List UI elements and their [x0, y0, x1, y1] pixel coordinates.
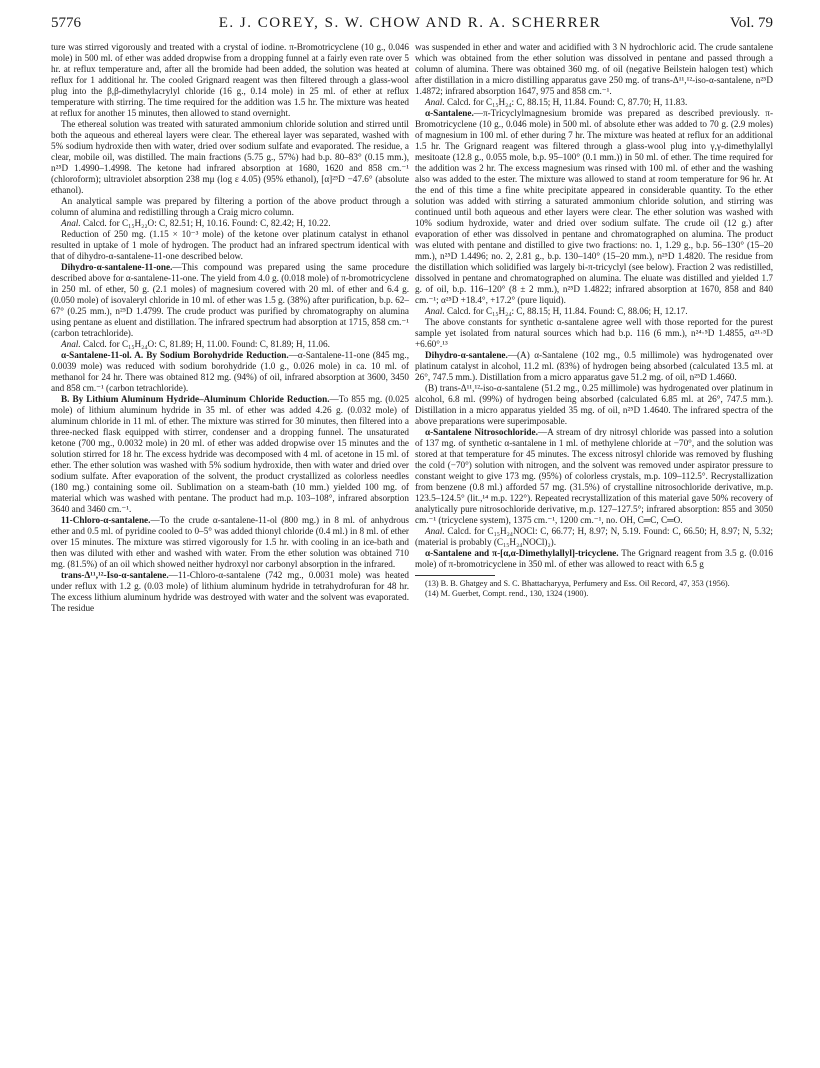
- left-column: [51, 42, 409, 614]
- analysis-label: Anal.: [61, 218, 81, 228]
- section-paragraph: [51, 570, 409, 614]
- section-heading: α-Santalene.: [425, 108, 474, 118]
- analysis-paragraph: [51, 218, 409, 229]
- volume-label: Vol. 79: [729, 15, 773, 31]
- section-heading: 11-Chloro-α-santalene.: [61, 515, 151, 525]
- section-text: —A stream of dry nitrosyl chloride was passed into a solution of 137 mg. of synthetic α-santalene in 1 ml. of methylene chloride at −70°, and the solution was stored at that temperature for 45 minutes. The excess nitrosyl chloride was removed by flushing the cold (−70°) solution with nitrogen, and the solvent was removed under aspirator pressure to constant weight to give 173 mg. (95%) of colorless crystals, m.p. 109–112.5°. Recrystallization from benzene (0.8 ml.) afforded 57 mg. (31.5%) of crystalline nitrosochloride derivative, m.p. 123.5–124.5° (lit.,¹⁴ m.p. 122°). Repeated recrystallization of this material gave 50% recovery of analytically pure nitrosochloride derivative, m.p. 127–127.5°; infrared absorption: 855 and 3050 cm.⁻¹ (tricyclene system), 1375 cm.⁻¹, 1200 cm.⁻¹, no. OH, C═C, C═O.: [415, 427, 773, 525]
- page-number: 5776: [51, 15, 81, 31]
- analysis-label: Anal.: [61, 339, 81, 349]
- section-text: —(A) α-Santalene (102 mg., 0.5 millimole) was hydrogenated over platinum catalyst in alcohol, 11.2 ml. (83%) of hydrogen being absorbed (calculated 13.5 ml. at 26°, 747.5 mm.). Distillation from a micro apparatus gave 51.2 mg. of oil, n²⁵D 1.4660.: [415, 350, 773, 382]
- analysis-text: Calcd. for C₁₅H₂₄O: C, 81.89; H, 11.00. Found: C, 81.89; H, 11.06.: [80, 339, 330, 349]
- analysis-text: Calcd. for C₁₅H₂₄: C, 88.15; H, 11.84. Found: C, 88.06; H, 12.17.: [444, 306, 688, 316]
- right-column: [415, 42, 773, 599]
- section-paragraph: [51, 350, 409, 394]
- paragraph: An analytical sample was prepared by filtering a portion of the above product through a column of alumina and redistilling through a Craig micro column.: [51, 196, 409, 217]
- analysis-label: Anal.: [425, 306, 445, 316]
- footnote-divider: [415, 575, 495, 576]
- section-text: The Grignard reagent from 3.5 g. (0.016 mole) of π-bromotricyclene in 350 ml. of ether was allowed to react with 6.5 g: [415, 548, 773, 569]
- section-heading: Dihydro-α-santalene.: [425, 350, 508, 360]
- analysis-paragraph: [415, 526, 773, 548]
- section-paragraph: [51, 262, 409, 339]
- section-paragraph: [415, 108, 773, 306]
- paragraph: was suspended in ether and water and acidified with 3 N hydrochloric acid. The crude santalene which was obtained from the ether solution was dissolved in pentane and passed through a column of alumina. There was obtained 360 mg. of oil (negative Beilstein halogen test) which after distillation in a micro distilling apparatus gave 250 mg. of trans-Δ¹¹,¹²-iso-α-santalene, n²⁵D 1.4872; infrared absorption 1647, 975 and 858 cm.⁻¹.: [415, 42, 773, 96]
- paragraph: ture was stirred vigorously and treated with a crystal of iodine. π-Bromotricyclene (10 g., 0.046 mole) in 500 ml. of ether was added dropwise from a dropping funnel at a fairly even rate over 5 hr. at reflux temperature and, after all the bromide had been added, the solution was heated at reflux for 1 additional hr. The cooled Grignard reagent was then filtered through a glass-wool plug into the β,β-dimethylacrylyl chloride (16 g., 0.14 mole) in 25 ml. of ether at reflux temperature with stirring. The time required for the addition was 1.5 hr. The mixture was heated at reflux for another 15 minutes, then allowed to stand overnight.: [51, 42, 409, 118]
- running-head-authors: E. J. COREY, S. W. CHOW AND R. A. SCHERRER: [218, 15, 602, 31]
- analysis-text: Calcd. for C₁₅H₂₂O: C, 82.51; H, 10.16. Found: C, 82.42; H, 10.22.: [80, 218, 331, 228]
- analysis-paragraph: [415, 306, 773, 317]
- analysis-text: Calcd. for C₁₅H₂₄: C, 88.15; H, 11.84. Found: C, 87.70; H, 11.83.: [444, 97, 688, 107]
- footnote-14: (14) M. Guerbet, Compt. rend., 130, 1324 (1900).: [425, 589, 589, 598]
- section-heading: α-Santalene-11-ol. A. By Sodium Borohydride Reduction.: [61, 350, 289, 360]
- paragraph: Reduction of 250 mg. (1.15 × 10⁻³ mole) of the ketone over platinum catalyst in ethanol resulted in uptake of 1 mole of hydrogen. The product had an infrared spectrum identical with that of dihydro-α-santalene-11-one described below.: [51, 229, 409, 261]
- section-text: —To 855 mg. (0.025 mole) of lithium aluminum hydride in 35 ml. of ether was added 4.26 g. (0.032 mole) of aluminum chloride in 11 ml. of ether. The mixture was stirred for 30 minutes, then filtered into a three-necked flask equipped with stirrer, condenser and a dropping funnel. The unsaturated ketone (700 mg., 0.0032 mole) in 20 ml. of ether was added dropwise over 15 minutes and the solution stirred for 18 hr. The excess hydride was decomposed with 4 ml. of acetone in 15 ml. of ether. The ether solution was washed with 5% sodium hydroxide, then with water and dried over sodium sulfate. After evaporation of the solvent, the product crystallized as colorless needles (180 mg.) containing some oil. Sublimation on a steam-bath (10 mm.) yielded 100 mg. of material which was washed with pentane. The product had m.p. 103–108°, infrared absorption 3640 and 3460 cm.⁻¹.: [51, 394, 409, 514]
- section-paragraph: [415, 548, 773, 570]
- section-paragraph: [415, 427, 773, 526]
- section-heading: trans-Δ¹¹,¹²-Iso-α-santalene.: [61, 570, 169, 580]
- analysis-text: Calcd. for C₁₅H₂₄NOCl: C, 66.77; H, 8.97; N, 5.19. Found: C, 66.50; H, 8.97; N, 5.32; (material is probably (C₁₅H₂₄NOCl)₂).: [415, 526, 773, 547]
- analysis-label: Anal.: [425, 97, 445, 107]
- section-text: —11-Chloro-α-santalene (742 mg., 0.0031 mole) was heated under reflux with 1.2 g. (0.03 mole) of lithium aluminum hydride in tetrahydrofuran for 48 hr. The excess lithium aluminum hydride was destroyed with water and the solvent was evaporated. The residue: [51, 570, 409, 613]
- section-heading: α-Santalene and π-[α,α-Dimethylallyl]-tricyclene.: [425, 548, 619, 558]
- section-text: —α-Santalene-11-one (845 mg., 0.0039 mole) was reduced with sodium borohydride (1.0 g., 0.026 mole) in ca. 10 ml. of methanol for 24 hr. There was obtained 812 mg. (94%) of oil, infrared absorption at 3600, 3450 and 858 cm.⁻¹ (carbon tetrachloride).: [51, 350, 409, 393]
- section-heading: B. By Lithium Aluminum Hydride–Aluminum Chloride Reduction.: [61, 394, 330, 404]
- section-text: —To the crude α-santalene-11-ol (800 mg.) in 8 ml. of anhydrous ether and 0.5 ml. of pyridine cooled to 0–5° was added thionyl chloride (0.4 ml.) in 8 ml. of ether over 15 minutes. The mixture was stirred vigorously for 1.5 hr. with cooling in an ice-bath and then was diluted with ether and washed with water. From the ether solution was obtained 710 mg. (81.5%) of an oil which showed neither hydroxyl nor carbonyl absorption in the infrared.: [51, 515, 409, 569]
- section-heading: α-Santalene Nitrosochloride.: [425, 427, 538, 437]
- analysis-paragraph: [51, 339, 409, 350]
- paragraph: The ethereal solution was treated with saturated ammonium chloride solution and stirred until both the aqueous and ethereal layers were clear. The ethereal layer was separated, washed with 5% sodium hydroxide then with water, dried over sodium sulfate and evaporated. The residue, a clear, mobile oil, was distilled. The main fractions (5.75 g., 57%) had b.p. 80–83° (0.15 mm.), n²⁵D 1.4990–1.4998. The ketone had infrared absorption at 1680, 1620 and 858 cm.⁻¹ (chloroform); ultraviolet absorption 238 mμ (log ε 4.05) (95% ethanol), [α]²⁵D −47.6° (absolute ethanol).: [51, 119, 409, 195]
- footnote-13: (13) B. B. Ghatgey and S. C. Bhattacharyya, Perfumery and Ess. Oil Record, 47, 353 (1956).: [425, 579, 730, 588]
- section-paragraph: [415, 350, 773, 383]
- paragraph: (B) trans-Δ¹¹,¹²-iso-α-santalene (51.2 mg., 0.25 millimole) was hydrogenated over platinum in alcohol, 6.8 ml. (99%) of hydrogen being absorbed (calculated 6.85 ml. at 26°, 747.5 mm.). Distillation in a micro apparatus yielded 35 mg. of oil, n²⁵D 1.4640. The infrared spectra of the above preparations were superimposable.: [415, 383, 773, 426]
- analysis-label: Anal.: [425, 526, 445, 536]
- section-paragraph: [51, 515, 409, 570]
- section-heading: Dihydro-α-santalene-11-one.: [61, 262, 173, 272]
- analysis-paragraph: [415, 97, 773, 108]
- paragraph: The above constants for synthetic α-santalene agree well with those reported for the purest sample yet isolated from natural sources which had b.p. 116 (6 mm.), n²⁴·⁵D 1.4855, α²¹·⁵D +6.60°.¹³: [415, 317, 773, 349]
- section-text: —π-Tricyclylmagnesium bromide was prepared as described previously. π-Bromotricyclene (10 g., 0.046 mole) in 500 ml. of absolute ether was added to 70 g. (2.9 moles) of magnesium in 100 ml. of ether during 7 hr. The mixture was heated at reflux for an additional 1.5 hr. The Grignard reagent was filtered through a glass-wool plug into γ,γ-dimethylallyl mesitoate (12.8 g., 0.055 mole, b.p. 95–100° (0.1 mm.)) in 50 ml. of ether. The time required for the addition was 2 hr. The excess magnesium was rinsed with 100 ml. of ether and the washing also was added to the ester. The mixture was allowed to stand at room temperature for 96 hr. At the end of this time a fine white precipitate appeared in considerable quantity. To the ether solution was added with stirring a saturated ammonium chloride solution, and stirring was continued until both aqueous and ether layers were clear. The ether solution was washed with 10% sodium hydroxide, water and dried over sodium sulfate. The crude oil (12 g.) after evaporation of ether was dissolved in pentane and chromatographed on alumina. The product was eluted with pentane and distilled to give two fractions: no. 1, 1.29 g., b.p. 56–130° (15–20 mm.), n²⁵D 1.4496; no. 2, 2.81 g., b.p. 130–140° (15–20 mm.), n²⁵D 1.4820. The residue from the distillation which solidified was largely bi-π-tricyclyl (see below). Fraction 2 was redistilled, dissolved in pentane and chromatographed on alumina. The eluate was distilled and yielded 1.7 g. of oil, b.p. 116–120° (8 ± 2 mm.), n²⁵D 1.4822; infrared absorption at 1670, 858 and 840 cm.⁻¹; α²⁵D +18.4°, +17.2° (pure liquid).: [415, 108, 773, 305]
- section-paragraph: [51, 394, 409, 515]
- section-text: —This compound was prepared using the same procedure described above for α-santalene-11-one. The yield from 4.0 g. (0.018 mole) of π-bromotricyclene in 250 ml. of ether, 50 g. (2.1 moles) of magnesium covered with 20 ml. of ether and 6.4 g. (0.050 mole) of isovaleryl chloride in 10 ml. of ether was 1.5 g. (38%) after purification, b.p. 62–67° (0.25 mm.), n²⁵D 1.4799. The crude product was purified by chromatography on alumina using pentane as eluent and distillation. The infrared spectrum had absorption at 1715, 858 cm.⁻¹ (carbon tetrachloride).: [51, 262, 409, 338]
